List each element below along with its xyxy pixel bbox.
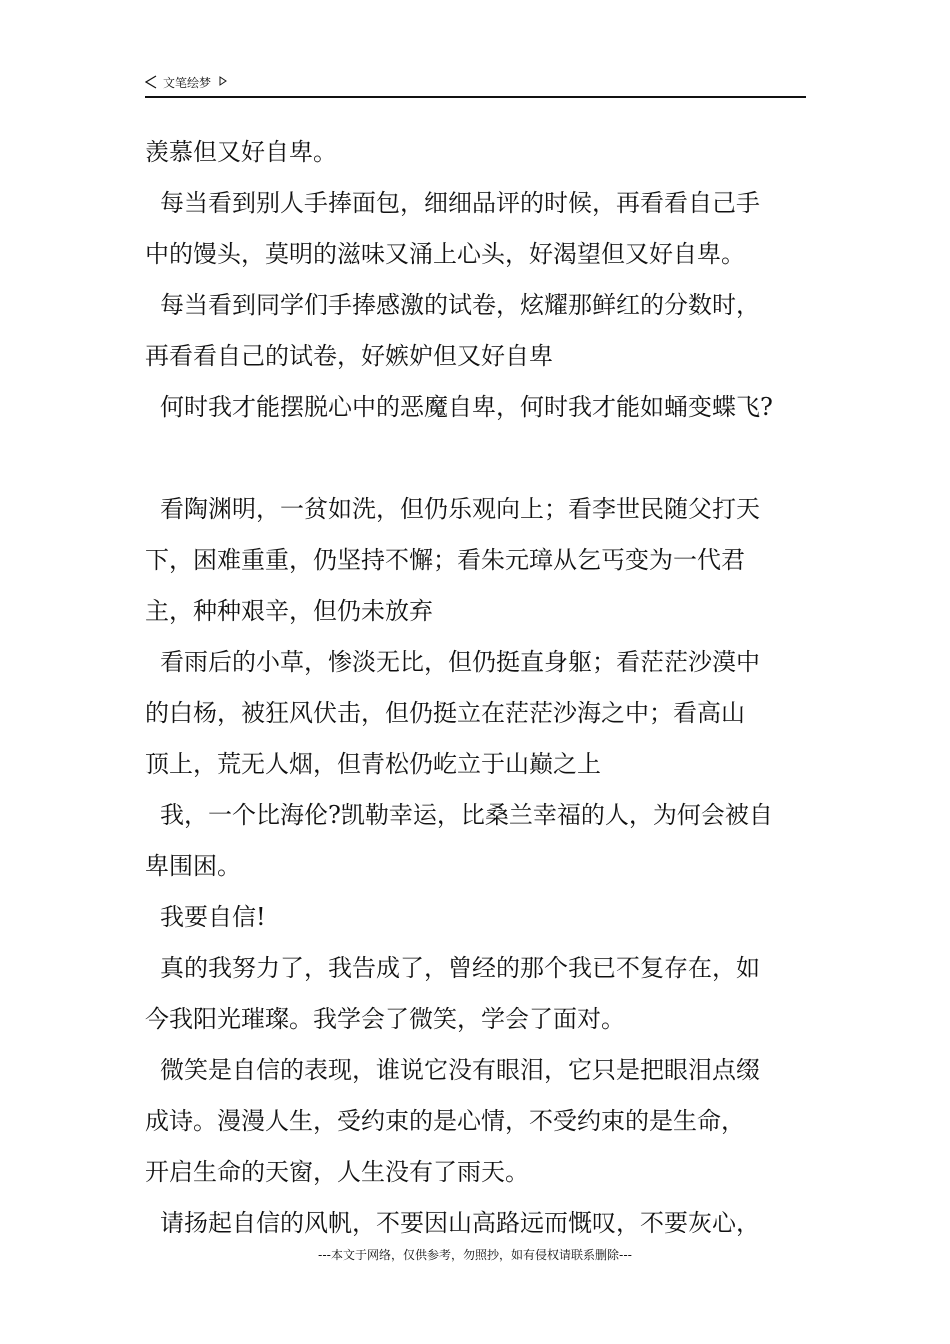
triangle-left-icon	[145, 75, 157, 93]
text-line: 开启生命的天窗，人生没有了雨天。	[145, 1158, 529, 1186]
text-line: 再看看自己的试卷，好嫉妒但又好自卑	[145, 342, 553, 370]
text-line: 的白杨，被狂风伏击，但仍挺立在茫茫沙海之中；看高山	[145, 699, 745, 727]
text-line: 真的我努力了，我告成了，曾经的那个我已不复存在，如	[160, 954, 760, 982]
paragraph-gap	[145, 433, 825, 484]
text-line: 主，种种艰辛，但仍未放弃	[145, 597, 433, 625]
text-line: 中的馒头，莫明的滋味又涌上心头，好渴望但又好自卑。	[145, 240, 745, 268]
text-line: 顶上，荒无人烟，但青松仍屹立于山巅之上	[145, 750, 601, 778]
text-line: 卑围困。	[145, 852, 241, 880]
text-line: 每当看到别人手捧面包，细细品评的时候，再看看自己手	[160, 189, 760, 217]
text-line: 每当看到同学们手捧感激的试卷，炫耀那鲜红的分数时，	[160, 291, 760, 319]
document-body	[145, 127, 825, 1249]
text-line: 我，一个比海伦?凯勒幸运，比桑兰幸福的人，为何会被自	[160, 801, 773, 829]
text-line: 请扬起自信的风帆，不要因山高路远而慨叹，不要灰心，	[160, 1209, 760, 1237]
triangle-right-icon	[219, 74, 227, 90]
text-line: 看陶渊明，一贫如洗，但仍乐观向上；看李世民随父打天	[160, 495, 760, 523]
text-line: 我要自信!	[160, 903, 266, 931]
text-line: 羡慕但又好自卑。	[145, 138, 337, 166]
header-divider	[145, 96, 806, 98]
text-line: 看雨后的小草，惨淡无比，但仍挺直身躯；看茫茫沙漠中	[160, 648, 760, 676]
text-line: 何时我才能摆脱心中的恶魔自卑，何时我才能如蛹变蝶飞?	[160, 393, 773, 421]
page-header	[145, 72, 806, 96]
text-line: 成诗。漫漫人生，受约束的是心情，不受约束的是生命，	[145, 1107, 745, 1135]
text-line: 今我阳光璀璨。我学会了微笑，学会了面对。	[145, 1005, 625, 1033]
page-footer: ---本文于网络，仅供参考，勿照抄，如有侵权请联系删除---	[318, 1248, 632, 1262]
header-title-wrap	[145, 74, 227, 93]
header-title: 文笔绘梦	[163, 76, 212, 90]
text-line: 下，困难重重，仍坚持不懈；看朱元璋从乞丐变为一代君	[145, 546, 745, 574]
text-line: 微笑是自信的表现，谁说它没有眼泪，它只是把眼泪点缀	[160, 1056, 760, 1084]
